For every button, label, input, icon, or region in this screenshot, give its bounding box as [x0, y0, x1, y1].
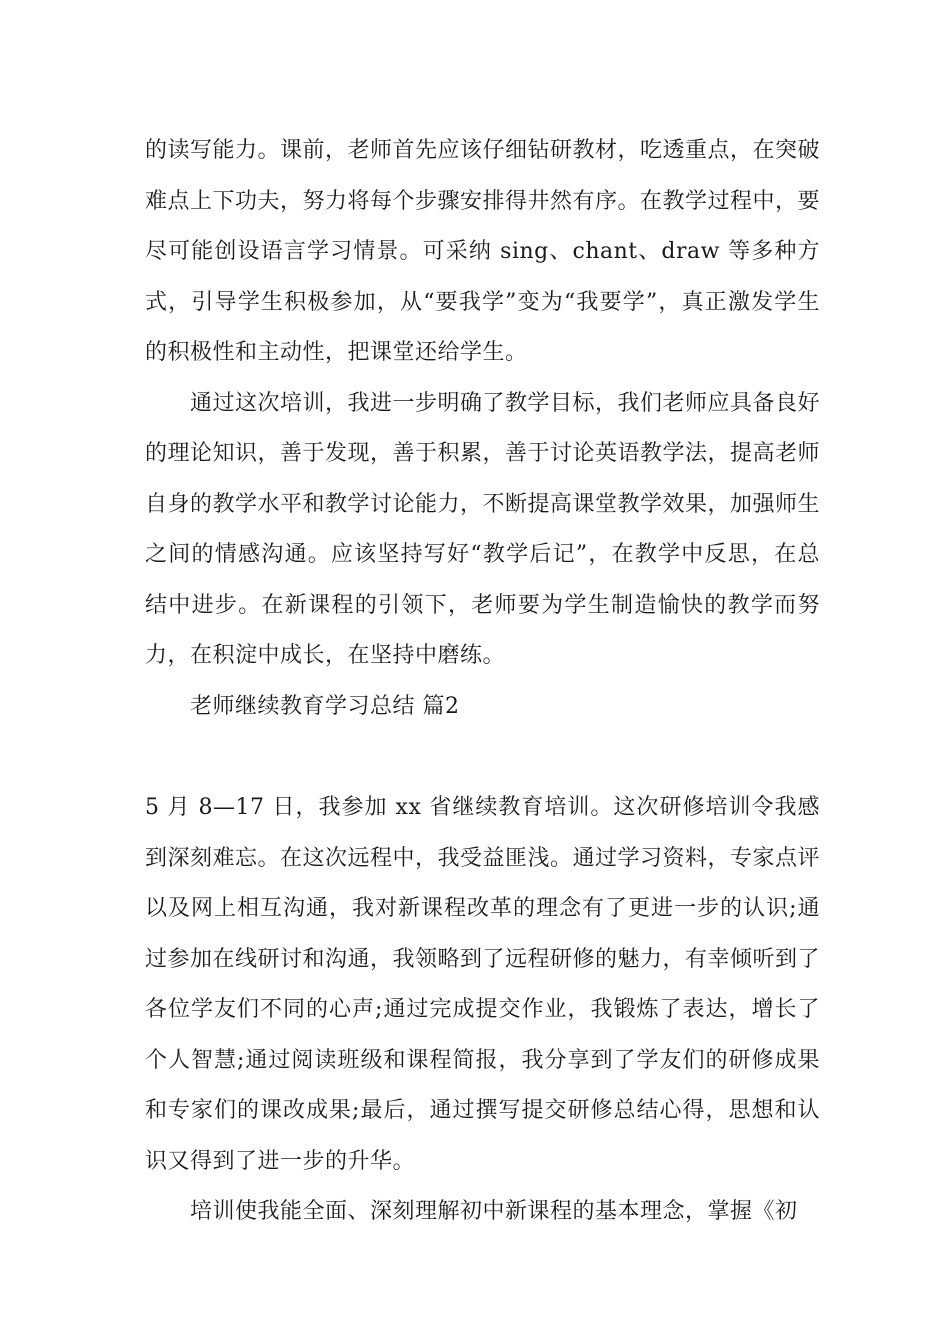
paragraph-4: 培训使我能全面、深刻理解初中新课程的基本理念，掌握《初 — [190, 1199, 798, 1224]
blank-line — [145, 732, 820, 783]
paragraph-2: 通过这次培训，我进一步明确了教学目标，我们老师应具备良好的理论知识，善于发现，善于积累，善于讨论英语教学法，提高老师自身的教学水平和教学讨论能力，不断提高课堂教学效果，加强师生之间的情感沟通。应该坚持写好“教学后记”，在教学中反思，在总结中进步。在新课程的引领下，老师要为学生制造愉快的教学而努力，在积淀中成长，在坚持中磨练。 — [145, 390, 821, 668]
paragraph-1: 的读写能力。课前，老师首先应该仔细钻研教材，吃透重点，在突破难点上下功夫，努力将每个步骤安排得井然有序。在教学过程中，要尽可能创设语言学习情景。可采纳 sing、chant、draw 等多种方式，引导学生积极参加，从“要我学”变为“我要学”，真正激发学生的积极性和主动性，把课堂还给学生。 — [145, 138, 821, 365]
paragraph-3: 5 月 8—17 日，我参加 xx 省继续教育培训。这次研修培训令我感到深刻难忘。在这次远程中，我受益匪浅。通过学习资料，专家点评以及网上相互沟通，我对新课程改革的理念有了更进一步的认识;通过参加在线研讨和沟通，我领略到了远程研修的魅力，有幸倾听到了各位学友们不同的心声;通过完成提交作业，我锻炼了表达，增长了个人智慧;通过阅读班级和课程简报，我分享到了学友们的研修成果和专家们的课改成果;最后，通过撰写提交研修总结心得，思想和认识又得到了进一步的升华。 — [145, 795, 821, 1174]
section-heading: 老师继续教育学习总结 篇2 — [190, 693, 460, 719]
